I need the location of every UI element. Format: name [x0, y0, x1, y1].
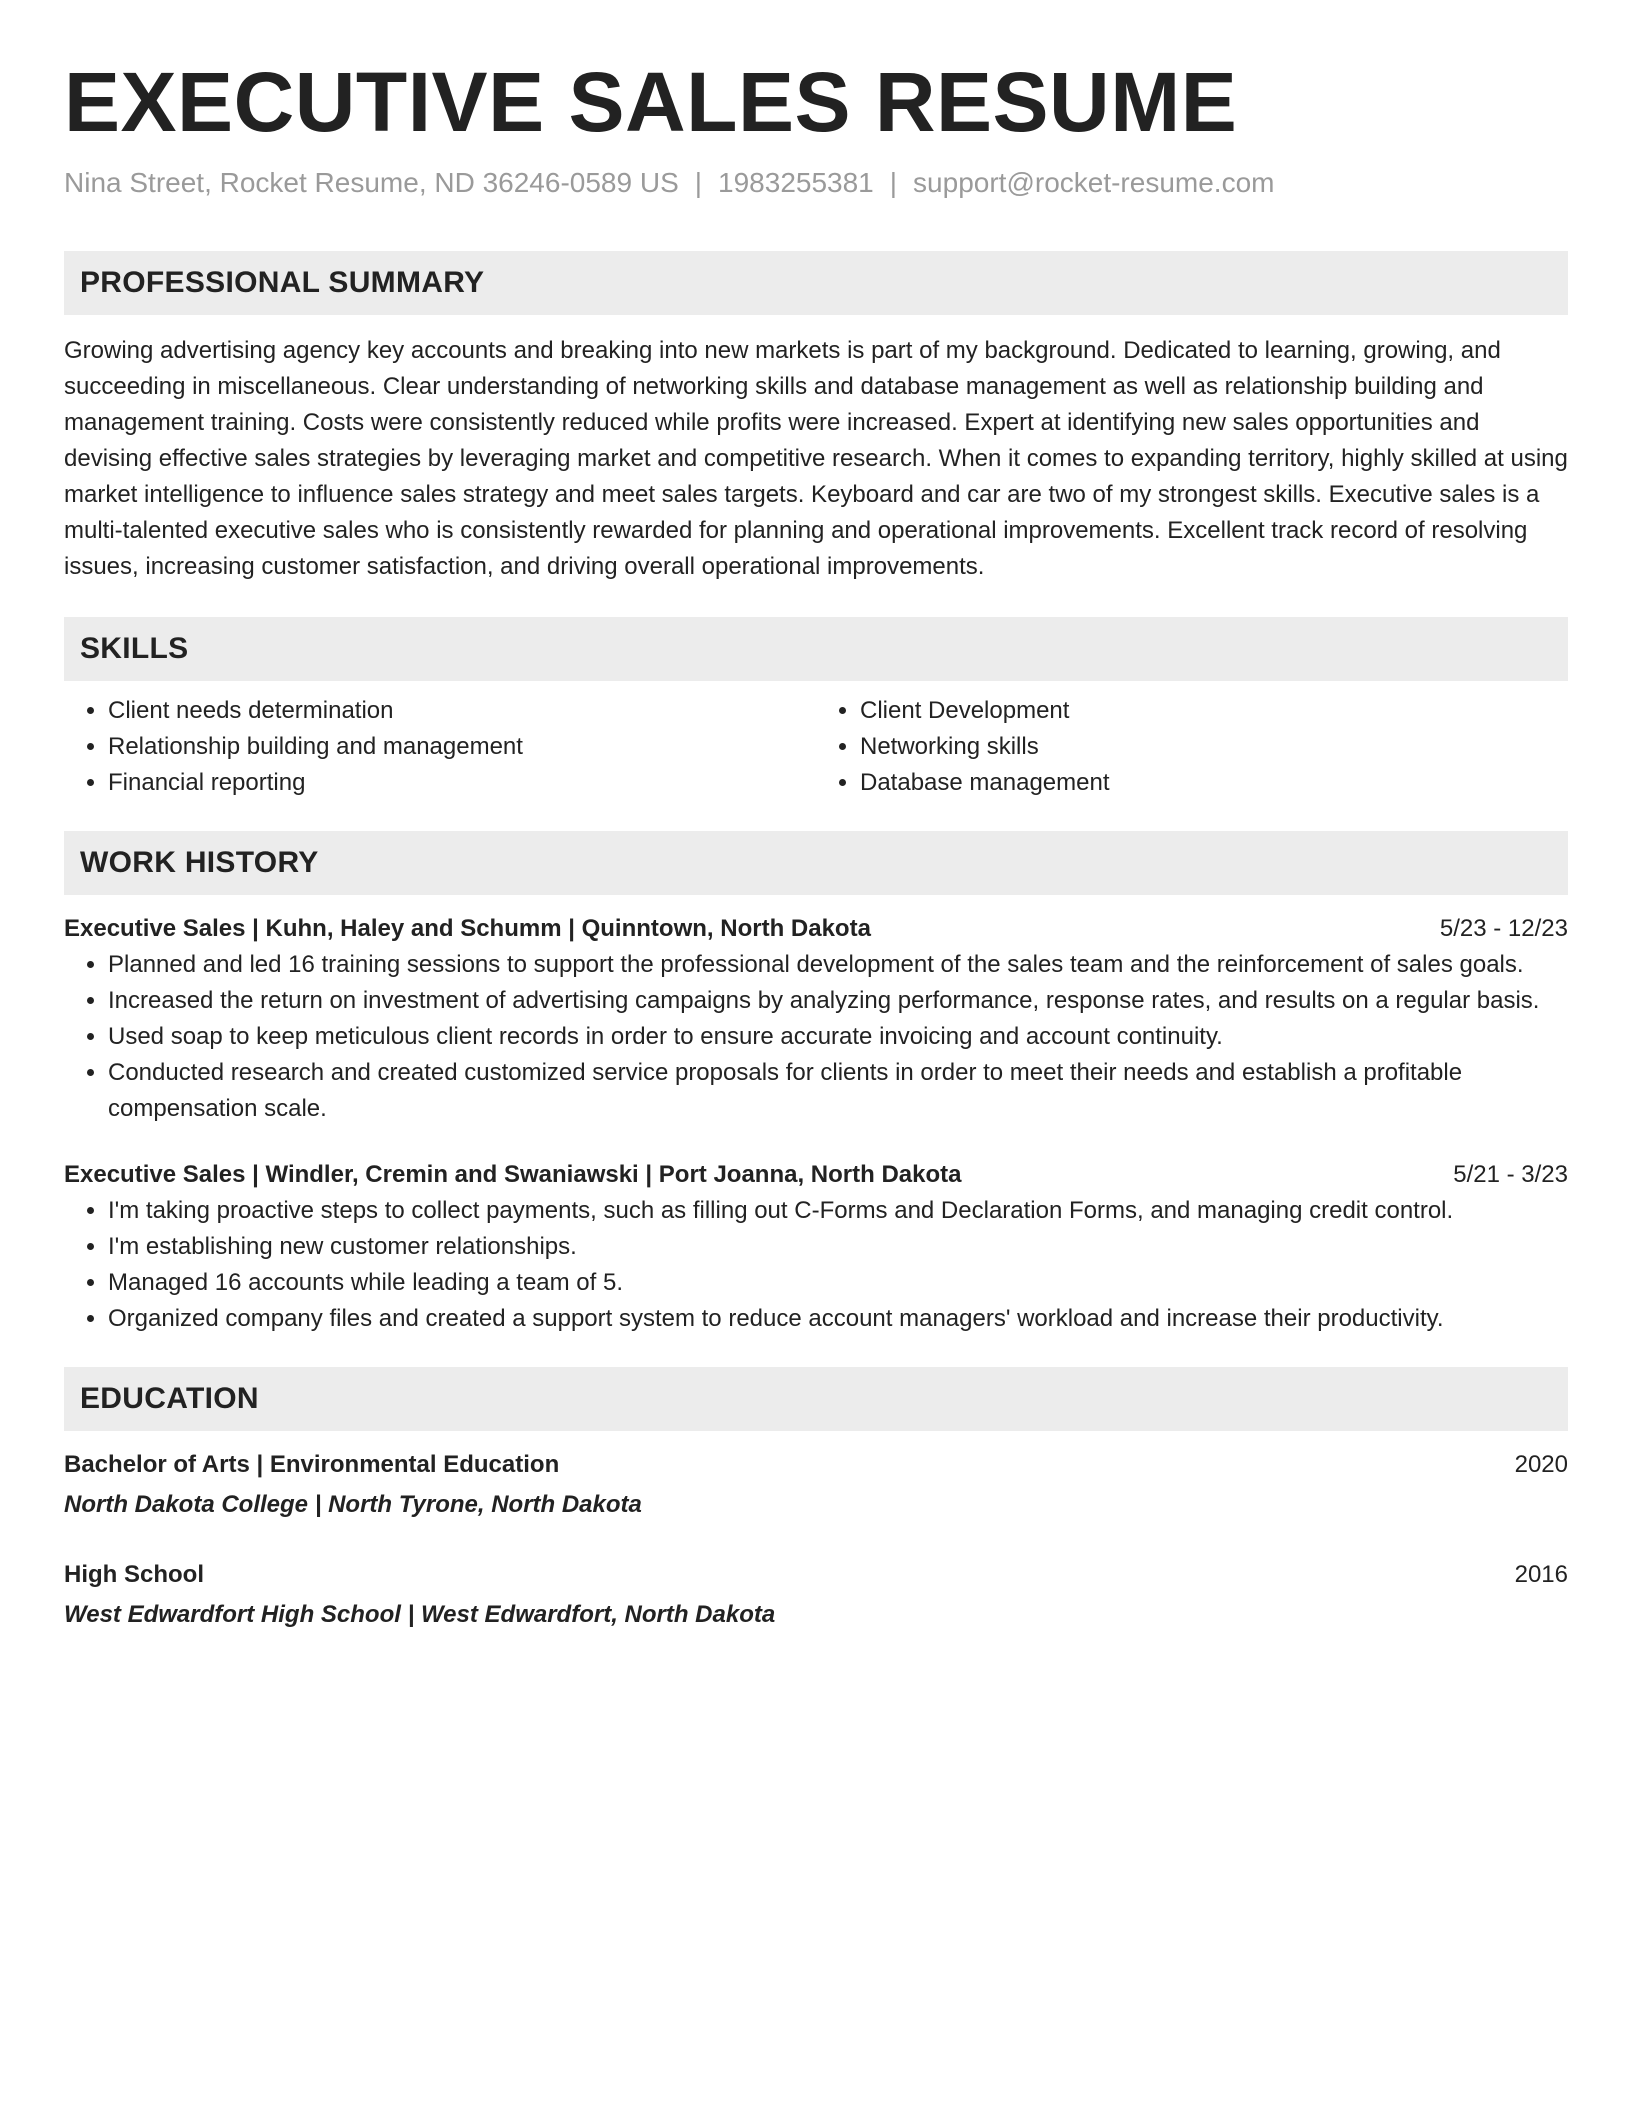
job-bullet: • Planned and led 16 training sessions to support the professional development of the sales team and the reinforcement of sales goals.	[108, 947, 1568, 983]
section-heading-education: EDUCATION	[64, 1367, 1568, 1431]
degree-title: High School	[64, 1561, 204, 1589]
education-header	[64, 1557, 1568, 1593]
job-title: Executive Sales | Kuhn, Haley and Schumm | Quinntown, North Dakota	[64, 915, 871, 943]
job-dates: 5/21 - 3/23	[1453, 1161, 1568, 1189]
summary-paragraph: Growing advertising agency key accounts and breaking into new markets is part of my background. Dedicated to learning, growing, and succeeding in miscellaneous. Clear understanding of networking skills and database management as well as relationship building and management training. Costs were consistently reduced while profits were increased. Expert at identifying new sales opportunities and devising effective sales strategies by leveraging market and competitive research. When it comes to expanding territory, highly skilled at using market intelligence to influence sales strategy and meet sales targets. Keyboard and car are two of my strongest skills. Executive sales is a multi-talented executive sales who is consistently rewarded for planning and operational improvements. Excellent track record of resolving issues, increasing customer satisfaction, and driving overall operational improvements.	[64, 337, 1568, 581]
graduation-year: 2020	[1514, 1451, 1568, 1479]
job-bullets	[64, 947, 1568, 1127]
contact-address: Nina Street, Rocket Resume, ND 36246-0589 US	[64, 166, 679, 198]
job-bullet: • Managed 16 accounts while leading a team of 5.	[108, 1265, 1568, 1301]
contact-line	[64, 165, 1568, 201]
skill-item: • Client needs determination	[108, 693, 816, 729]
education-entry	[64, 1557, 1568, 1633]
job-bullet: • Increased the return on investment of advertising campaigns by analyzing performance, response rates, and results on a regular basis.	[108, 983, 1568, 1019]
contact-email: support@rocket-resume.com	[913, 166, 1275, 198]
job-header	[64, 911, 1568, 947]
job-bullet: • Used soap to keep meticulous client records in order to ensure accurate invoicing and account continuity.	[108, 1019, 1568, 1055]
contact-phone: 1983255381	[718, 166, 874, 198]
job-bullet: • Conducted research and created customized service proposals for clients in order to meet their needs and establish a profitable compensation scale.	[108, 1055, 1568, 1127]
job-header	[64, 1157, 1568, 1193]
graduation-year: 2016	[1514, 1561, 1568, 1589]
job-dates: 5/23 - 12/23	[1439, 915, 1568, 943]
section-heading-summary: PROFESSIONAL SUMMARY	[64, 251, 1568, 315]
education-entry	[64, 1447, 1568, 1523]
skills-column-left	[64, 693, 816, 801]
skill-item: • Client Development	[860, 693, 1568, 729]
skill-item: • Networking skills	[860, 729, 1568, 765]
job-bullet: • I'm taking proactive steps to collect payments, such as filling out C-Forms and Declaration Forms, and managing credit control.	[108, 1193, 1568, 1229]
skill-item: • Database management	[860, 765, 1568, 801]
skills-column-right	[816, 693, 1568, 801]
degree-title: Bachelor of Arts | Environmental Education	[64, 1451, 560, 1479]
contact-separator: |	[889, 166, 898, 198]
job-bullet: • I'm establishing new customer relationships.	[108, 1229, 1568, 1265]
resume-title: EXECUTIVE SALES RESUME	[64, 55, 1238, 149]
job-entry	[64, 911, 1568, 1127]
job-title: Executive Sales | Windler, Cremin and Swaniawski | Port Joanna, North Dakota	[64, 1161, 962, 1189]
job-bullets	[64, 1193, 1568, 1337]
job-bullet: • Organized company files and created a support system to reduce account managers' workload and increase their productivity.	[108, 1301, 1568, 1337]
skill-item: • Financial reporting	[108, 765, 816, 801]
school-name: North Dakota College | North Tyrone, North Dakota	[64, 1491, 642, 1519]
school-name: West Edwardfort High School | West Edwardfort, North Dakota	[64, 1601, 776, 1629]
skills-list	[64, 693, 1568, 801]
education-header	[64, 1447, 1568, 1483]
job-entry	[64, 1157, 1568, 1337]
skill-item: • Relationship building and management	[108, 729, 816, 765]
section-heading-skills: SKILLS	[64, 617, 1568, 681]
section-heading-work-history: WORK HISTORY	[64, 831, 1568, 895]
contact-separator: |	[694, 166, 703, 198]
